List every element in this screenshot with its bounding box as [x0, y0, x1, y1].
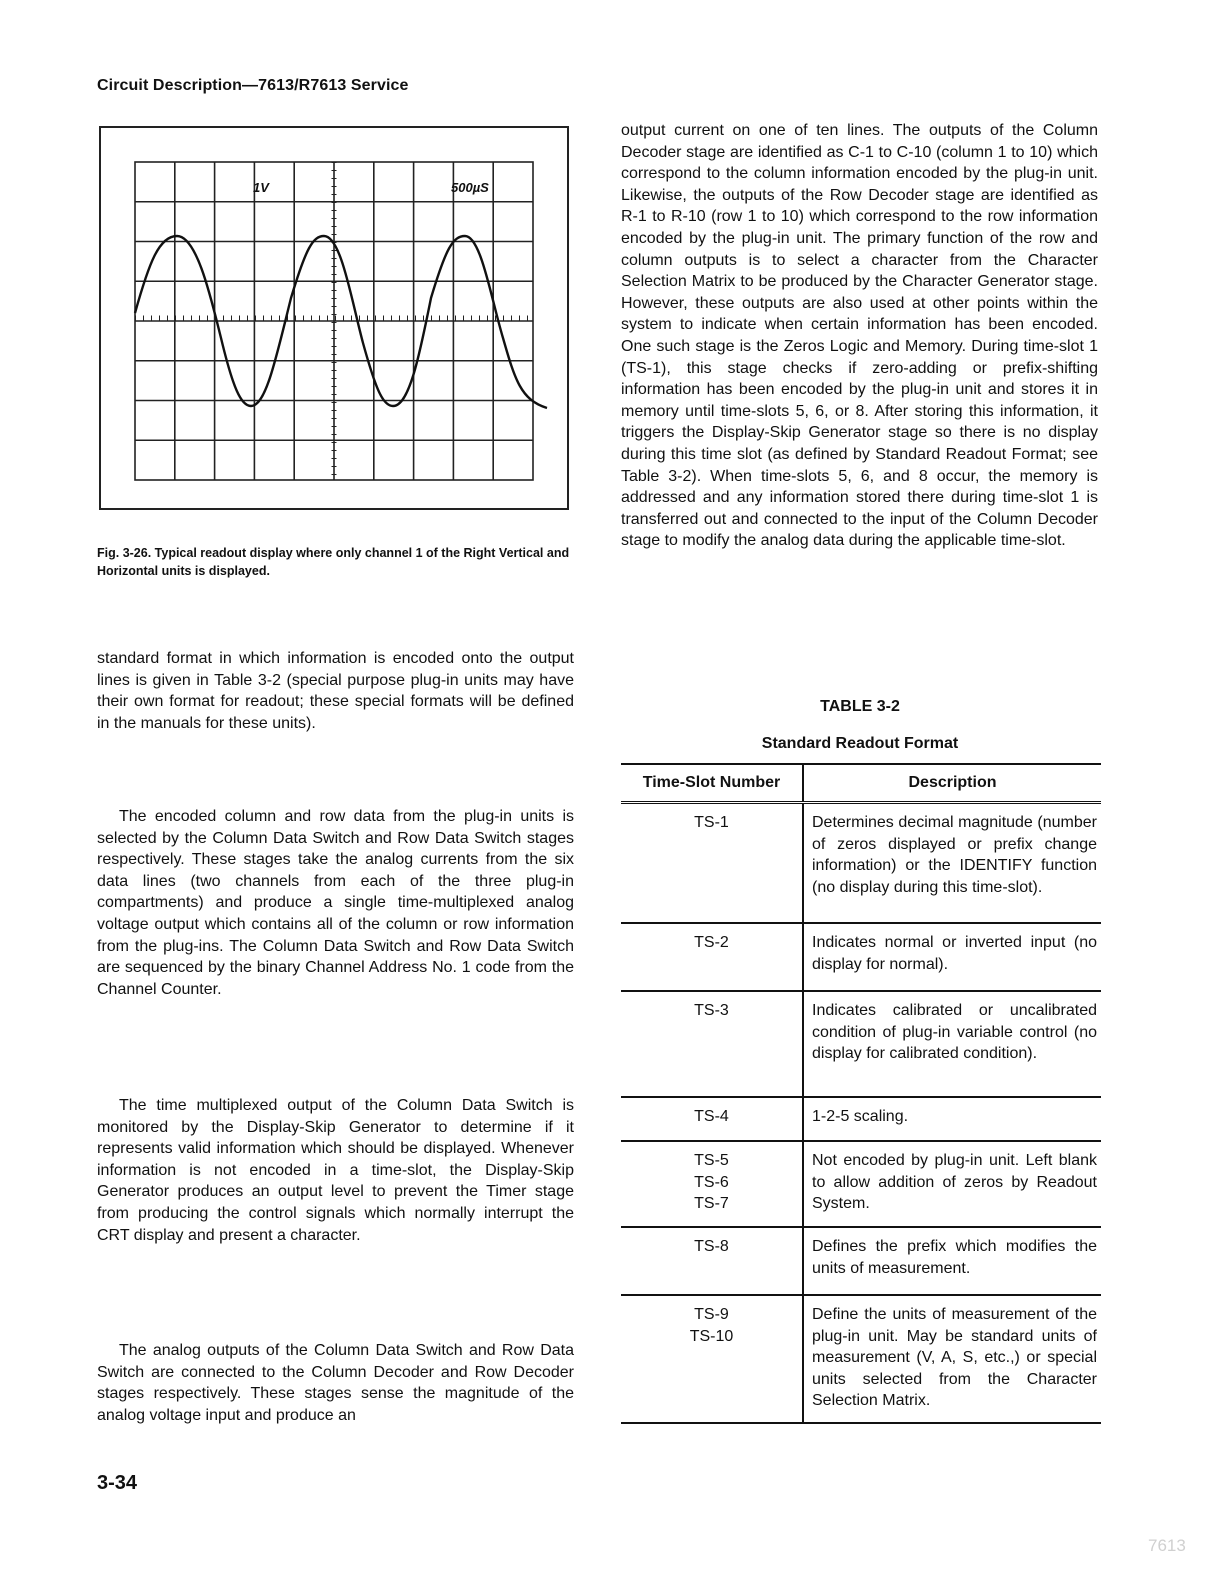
- time-slot-cell: TS-5 TS-6 TS-7: [621, 1141, 803, 1227]
- watermark-label: 7613: [1148, 1536, 1186, 1555]
- table-row: [621, 803, 1101, 924]
- description-cell: 1-2-5 scaling.: [803, 1097, 1101, 1141]
- right-paragraph-1: output current on one of ten lines. The outputs of the Column Decoder stage are identified as C-1 to C-10 (column 1 to 10) which correspond to the column information encoded by the plug-in unit. Likewise, the outputs of the Row Decoder stage are identified as R-1 to R-10 (row 1 to 10) which correspond to the row information encoded by the plug-in unit. The primary function of the row and column outputs is to select a character from the Character Selection Matrix to be produced by the Character Generator stage. However, these outputs are also used at other points within the system to indicate when certain information has been encoded. One such stage is the Zeros Logic and Memory. During time-slot 1 (TS-1), this stage checks if zero-adding or prefix-shifting information has been encoded by the plug-in unit and stores it in memory until time-slots 5, 6, or 8. After storing this information, it triggers the Display-Skip Generator stage so there is no display during this time slot (as defined by Standard Readout Format; see Table 3-2). When time-slots 5, 6, and 8 occur, the memory is addressed and any information stored there during time-slot 1 is transferred out and connected to the input of the Column Decoder stage to modify the analog data during the applicable time-slot.: [621, 122, 1098, 550]
- table-label: TABLE 3-2: [820, 698, 900, 715]
- time-slot-cell: TS-2: [621, 923, 803, 991]
- table-row: [621, 1227, 1101, 1295]
- crt-graticule: [101, 128, 567, 508]
- left-paragraph-2: The encoded column and row data from the plug-in units is selected by the Column Data Switch and Row Data Switch stages respectively. These stages take the analog currents from the six data lines (two channels from each of the three plug-in compartments) and produce a single time-multiplexed analog voltage output which contains all of the column or row information from the plug-ins. The Column Data Switch and Row Data Switch are sequenced by the binary Channel Address No. 1 code from the Channel Counter.: [97, 808, 574, 998]
- sine-trace: [135, 236, 547, 408]
- time-slot-cell: TS-4: [621, 1097, 803, 1141]
- table-row: [621, 923, 1101, 991]
- description-cell: Not encoded by plug-in unit. Left blank to allow addition of zeros by Readout System.: [803, 1141, 1101, 1227]
- time-per-div-label: 500µS: [451, 180, 489, 195]
- left-paragraph-3: The time multiplexed output of the Column Data Switch is monitored by the Display-Skip Generator to determine if it represents valid information which should be displayed. Whenever information is not encoded in a time-slot, the Display-Skip Generator produces an output level to prevent the Timer stage from producing the control signals which normally interrupt the CRT display and present a character.: [97, 1097, 574, 1244]
- time-slot-cell: TS-1: [621, 803, 803, 924]
- table-row: [621, 1295, 1101, 1423]
- page-number: 3-34: [97, 1472, 138, 1494]
- table-title: Standard Readout Format: [761, 735, 959, 752]
- time-slot-cell: TS-8: [621, 1227, 803, 1295]
- description-cell: Indicates calibrated or uncalibrated condition of plug-in variable control (no display for calibrated condition).: [803, 991, 1101, 1097]
- table-row: [621, 991, 1101, 1097]
- volts-per-div-label: 1V: [253, 180, 269, 195]
- time-slot-cell: TS-9 TS-10: [621, 1295, 803, 1423]
- table-header-row: [621, 764, 1101, 803]
- column-header-description: Description: [803, 764, 1101, 803]
- column-header-time-slot: Time-Slot Number: [621, 764, 803, 803]
- left-paragraph-1: standard format in which information is encoded onto the output lines is given in Table 3-2 (special purpose plug-in units may have their own format for readout; these special formats will be defined in the manuals for these units).: [97, 650, 574, 732]
- page-header: Circuit Description—7613/R7613 Service: [97, 77, 409, 94]
- description-cell: Indicates normal or inverted input (no display for normal).: [803, 923, 1101, 991]
- description-cell: Define the units of measurement of the plug-in unit. May be standard units of measurement (V, A, S, etc.,) or special units selected from the Character Selection Matrix.: [803, 1295, 1101, 1423]
- time-slot-cell: TS-3: [621, 991, 803, 1097]
- oscilloscope-figure: [99, 126, 569, 510]
- left-paragraph-4: The analog outputs of the Column Data Switch and Row Data Switch are connected to the Column Decoder and Row Decoder stages respectively. These stages sense the magnitude of the analog voltage input and produce an: [97, 1342, 574, 1424]
- description-cell: Defines the prefix which modifies the units of measurement.: [803, 1227, 1101, 1295]
- table-row: [621, 1141, 1101, 1227]
- readout-format-table: [621, 763, 1101, 1424]
- figure-caption: Fig. 3-26. Typical readout display where only channel 1 of the Right Vertical and Horizontal units is displayed.: [97, 546, 570, 578]
- table-row: [621, 1097, 1101, 1141]
- description-cell: Determines decimal magnitude (number of zeros displayed or prefix change information) or the IDENTIFY function (no display during this time-slot).: [803, 803, 1101, 924]
